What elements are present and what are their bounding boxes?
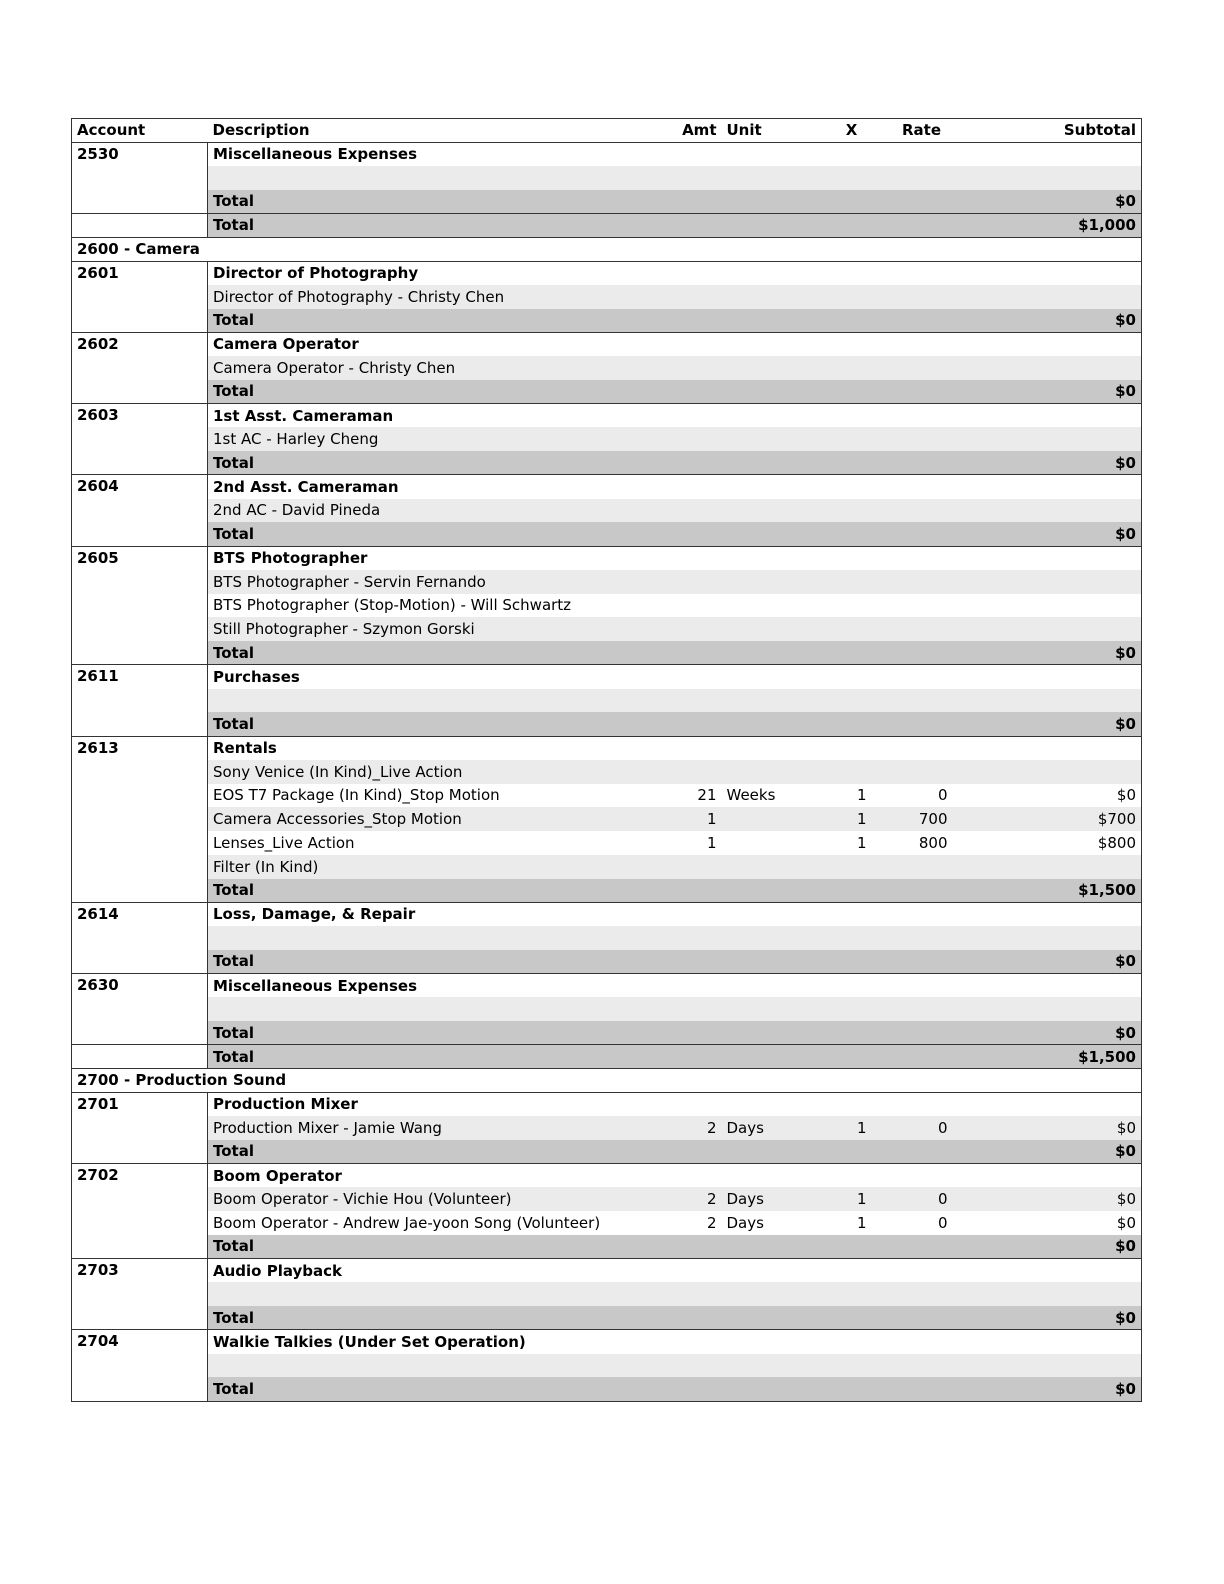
section-label: 2600 - Camera <box>72 237 1142 261</box>
account-title-row <box>72 261 1142 285</box>
line-description: 2nd AC - David Pineda <box>208 499 674 523</box>
account-title: Loss, Damage, & Repair <box>208 902 972 926</box>
line-subtotal <box>972 166 1142 190</box>
section-label: 2700 - Production Sound <box>72 1069 1142 1093</box>
budget-body <box>72 142 1142 1401</box>
account-number: 2602 <box>72 332 208 403</box>
account-title: 1st Asst. Cameraman <box>208 404 972 428</box>
section-header-row <box>72 1069 1142 1093</box>
account-title-row <box>72 332 1142 356</box>
account-total-value: $0 <box>972 1377 1142 1401</box>
line-unit <box>722 617 832 641</box>
account-title: Purchases <box>208 665 972 689</box>
line-amt <box>674 356 722 380</box>
header-row <box>72 119 1142 143</box>
line-subtotal: $0 <box>972 784 1142 808</box>
account-title-blank <box>972 902 1142 926</box>
account-title-blank <box>972 1330 1142 1354</box>
account-total-value: $0 <box>972 380 1142 404</box>
account-title: Walkie Talkies (Under Set Operation) <box>208 1330 972 1354</box>
line-subtotal <box>972 570 1142 594</box>
line-item-row <box>72 926 1142 950</box>
line-rate <box>872 427 972 451</box>
line-unit <box>722 285 832 309</box>
account-number: 2702 <box>72 1164 208 1259</box>
line-description: Boom Operator - Vichie Hou (Volunteer) <box>208 1187 674 1211</box>
line-description <box>208 997 674 1021</box>
line-unit: Days <box>722 1116 832 1140</box>
account-number: 2613 <box>72 736 208 902</box>
account-title-row <box>72 142 1142 166</box>
col-header-rate: Rate <box>872 119 972 143</box>
account-total-label: Total <box>208 451 972 475</box>
line-item-row <box>72 855 1142 879</box>
line-unit <box>722 594 832 618</box>
account-total-row <box>72 1235 1142 1259</box>
account-number: 2604 <box>72 475 208 546</box>
line-amt <box>674 760 722 784</box>
account-number: 2704 <box>72 1330 208 1401</box>
line-x: 1 <box>832 784 872 808</box>
line-description <box>208 689 674 713</box>
line-amt <box>674 166 722 190</box>
account-title-blank <box>972 546 1142 570</box>
line-amt <box>674 285 722 309</box>
line-amt <box>674 594 722 618</box>
account-total-label: Total <box>208 1306 972 1330</box>
account-title-blank <box>972 1092 1142 1116</box>
line-amt <box>674 997 722 1021</box>
line-unit <box>722 427 832 451</box>
account-total-row <box>72 522 1142 546</box>
account-title-blank <box>972 261 1142 285</box>
account-title-row <box>72 665 1142 689</box>
section-total-value: $1,500 <box>972 1045 1142 1069</box>
account-title-row <box>72 1259 1142 1283</box>
line-description: Still Photographer - Szymon Gorski <box>208 617 674 641</box>
account-total-label: Total <box>208 641 972 665</box>
line-unit: Weeks <box>722 784 832 808</box>
line-x: 1 <box>832 831 872 855</box>
line-x <box>832 594 872 618</box>
line-item-row <box>72 499 1142 523</box>
account-title-blank <box>972 1259 1142 1283</box>
account-total-value: $0 <box>972 451 1142 475</box>
line-subtotal <box>972 285 1142 309</box>
line-unit <box>722 1282 832 1306</box>
account-title-blank <box>972 974 1142 998</box>
line-subtotal <box>972 1354 1142 1378</box>
line-item-row <box>72 356 1142 380</box>
line-item-row <box>72 784 1142 808</box>
line-rate <box>872 617 972 641</box>
account-total-label: Total <box>208 522 972 546</box>
line-amt <box>674 570 722 594</box>
account-total-value: $0 <box>972 712 1142 736</box>
line-unit <box>722 356 832 380</box>
line-x <box>832 689 872 713</box>
line-amt <box>674 499 722 523</box>
col-header-x: X <box>832 119 872 143</box>
account-total-row <box>72 1377 1142 1401</box>
account-total-label: Total <box>208 950 972 974</box>
account-title-row <box>72 475 1142 499</box>
account-total-row <box>72 1140 1142 1164</box>
line-amt <box>674 1282 722 1306</box>
line-unit <box>722 166 832 190</box>
line-unit <box>722 831 832 855</box>
line-rate: 0 <box>872 784 972 808</box>
account-title: Rentals <box>208 736 972 760</box>
line-subtotal: $700 <box>972 807 1142 831</box>
line-x <box>832 997 872 1021</box>
line-subtotal: $800 <box>972 831 1142 855</box>
account-total-value: $0 <box>972 641 1142 665</box>
line-item-row <box>72 831 1142 855</box>
line-description: Boom Operator - Andrew Jae-yoon Song (Volunteer) <box>208 1211 674 1235</box>
account-number: 2605 <box>72 546 208 665</box>
line-rate: 0 <box>872 1187 972 1211</box>
line-unit <box>722 499 832 523</box>
account-title: BTS Photographer <box>208 546 972 570</box>
line-item-row <box>72 166 1142 190</box>
account-title-row <box>72 1330 1142 1354</box>
account-number: 2530 <box>72 142 208 213</box>
account-number: 2701 <box>72 1092 208 1163</box>
line-item-row <box>72 1282 1142 1306</box>
account-number: 2614 <box>72 902 208 973</box>
account-total-value: $0 <box>972 190 1142 214</box>
line-item-row <box>72 807 1142 831</box>
line-unit <box>722 570 832 594</box>
line-description <box>208 166 674 190</box>
line-x <box>832 285 872 309</box>
line-unit <box>722 807 832 831</box>
account-title-blank <box>972 475 1142 499</box>
line-rate <box>872 594 972 618</box>
line-subtotal: $0 <box>972 1116 1142 1140</box>
line-subtotal <box>972 855 1142 879</box>
account-total-label: Total <box>208 1377 972 1401</box>
line-rate <box>872 570 972 594</box>
line-item-row <box>72 689 1142 713</box>
line-x <box>832 427 872 451</box>
line-x: 1 <box>832 807 872 831</box>
account-title: Production Mixer <box>208 1092 972 1116</box>
line-rate <box>872 926 972 950</box>
line-x <box>832 1354 872 1378</box>
account-total-label: Total <box>208 879 972 903</box>
line-rate <box>872 499 972 523</box>
line-unit <box>722 1354 832 1378</box>
account-title-blank <box>972 142 1142 166</box>
line-amt <box>674 617 722 641</box>
line-item-row <box>72 617 1142 641</box>
line-description: Sony Venice (In Kind)_Live Action <box>208 760 674 784</box>
line-x <box>832 166 872 190</box>
account-number: 2601 <box>72 261 208 332</box>
account-title: 2nd Asst. Cameraman <box>208 475 972 499</box>
account-title-blank <box>972 404 1142 428</box>
account-total-label: Total <box>208 309 972 333</box>
line-subtotal <box>972 427 1142 451</box>
line-rate <box>872 1282 972 1306</box>
line-description: 1st AC - Harley Cheng <box>208 427 674 451</box>
account-title-row <box>72 902 1142 926</box>
account-title: Camera Operator <box>208 332 972 356</box>
account-total-row <box>72 190 1142 214</box>
account-total-label: Total <box>208 712 972 736</box>
line-subtotal <box>972 760 1142 784</box>
line-amt: 1 <box>674 807 722 831</box>
line-amt: 1 <box>674 831 722 855</box>
account-total-row <box>72 641 1142 665</box>
line-item-row <box>72 285 1142 309</box>
line-rate: 0 <box>872 1116 972 1140</box>
line-x: 1 <box>832 1211 872 1235</box>
line-item-row <box>72 594 1142 618</box>
account-total-value: $0 <box>972 1140 1142 1164</box>
account-title: Audio Playback <box>208 1259 972 1283</box>
line-rate <box>872 356 972 380</box>
line-item-row <box>72 760 1142 784</box>
line-subtotal <box>972 997 1142 1021</box>
line-unit: Days <box>722 1211 832 1235</box>
line-item-row <box>72 570 1142 594</box>
account-cell-blank <box>72 1045 208 1069</box>
line-description: Camera Accessories_Stop Motion <box>208 807 674 831</box>
line-x <box>832 926 872 950</box>
account-total-label: Total <box>208 1021 972 1045</box>
line-description <box>208 1282 674 1306</box>
line-amt: 2 <box>674 1116 722 1140</box>
col-header-unit: Unit <box>722 119 832 143</box>
account-title-row <box>72 974 1142 998</box>
account-total-row <box>72 879 1142 903</box>
line-x <box>832 570 872 594</box>
line-unit <box>722 760 832 784</box>
account-total-value: $0 <box>972 522 1142 546</box>
account-title-blank <box>972 1164 1142 1188</box>
line-item-row <box>72 1187 1142 1211</box>
line-description: Production Mixer - Jamie Wang <box>208 1116 674 1140</box>
account-total-value: $0 <box>972 950 1142 974</box>
account-title-row <box>72 546 1142 570</box>
account-title-row <box>72 736 1142 760</box>
account-title: Director of Photography <box>208 261 972 285</box>
section-total-value: $1,000 <box>972 214 1142 238</box>
line-description: Lenses_Live Action <box>208 831 674 855</box>
line-subtotal <box>972 499 1142 523</box>
line-rate <box>872 689 972 713</box>
account-total-label: Total <box>208 1140 972 1164</box>
section-total-row <box>72 1045 1142 1069</box>
line-item-row <box>72 427 1142 451</box>
account-number: 2603 <box>72 404 208 475</box>
line-rate: 0 <box>872 1211 972 1235</box>
line-description: BTS Photographer (Stop-Motion) - Will Schwartz <box>208 594 674 618</box>
account-total-value: $1,500 <box>972 879 1142 903</box>
line-x: 1 <box>832 1116 872 1140</box>
line-unit <box>722 689 832 713</box>
account-number: 2611 <box>72 665 208 736</box>
line-amt: 21 <box>674 784 722 808</box>
account-total-label: Total <box>208 380 972 404</box>
line-subtotal <box>972 926 1142 950</box>
line-description: Filter (In Kind) <box>208 855 674 879</box>
line-description: Director of Photography - Christy Chen <box>208 285 674 309</box>
line-amt: 2 <box>674 1211 722 1235</box>
line-x <box>832 356 872 380</box>
account-title-row <box>72 1164 1142 1188</box>
line-x <box>832 617 872 641</box>
account-total-value: $0 <box>972 1306 1142 1330</box>
line-rate <box>872 1354 972 1378</box>
account-title-blank <box>972 665 1142 689</box>
line-subtotal: $0 <box>972 1187 1142 1211</box>
section-header-row <box>72 237 1142 261</box>
account-title-row <box>72 404 1142 428</box>
line-subtotal <box>972 594 1142 618</box>
line-amt <box>674 689 722 713</box>
account-total-row <box>72 1021 1142 1045</box>
line-rate <box>872 285 972 309</box>
line-item-row <box>72 1116 1142 1140</box>
account-title: Boom Operator <box>208 1164 972 1188</box>
line-description <box>208 926 674 950</box>
account-total-value: $0 <box>972 309 1142 333</box>
line-subtotal <box>972 356 1142 380</box>
col-header-account: Account <box>72 119 208 143</box>
line-amt <box>674 855 722 879</box>
line-subtotal <box>972 1282 1142 1306</box>
line-subtotal <box>972 617 1142 641</box>
line-x <box>832 499 872 523</box>
line-description: EOS T7 Package (In Kind)_Stop Motion <box>208 784 674 808</box>
line-x <box>832 1282 872 1306</box>
account-total-row <box>72 1306 1142 1330</box>
account-title-blank <box>972 736 1142 760</box>
line-amt: 2 <box>674 1187 722 1211</box>
line-rate <box>872 997 972 1021</box>
line-unit <box>722 855 832 879</box>
line-amt <box>674 926 722 950</box>
line-rate: 800 <box>872 831 972 855</box>
line-item-row <box>72 1211 1142 1235</box>
account-total-row <box>72 451 1142 475</box>
account-total-label: Total <box>208 1235 972 1259</box>
line-subtotal <box>972 689 1142 713</box>
section-total-label: Total <box>208 214 972 238</box>
account-number: 2630 <box>72 974 208 1045</box>
line-x <box>832 855 872 879</box>
line-unit <box>722 997 832 1021</box>
line-rate <box>872 166 972 190</box>
line-subtotal: $0 <box>972 1211 1142 1235</box>
line-unit: Days <box>722 1187 832 1211</box>
account-total-label: Total <box>208 190 972 214</box>
account-cell-blank <box>72 214 208 238</box>
budget-table <box>71 118 1142 1402</box>
account-total-row <box>72 950 1142 974</box>
account-title-blank <box>972 332 1142 356</box>
line-amt <box>674 427 722 451</box>
col-header-amt: Amt <box>674 119 722 143</box>
section-total-row <box>72 214 1142 238</box>
line-unit <box>722 926 832 950</box>
line-description: Camera Operator - Christy Chen <box>208 356 674 380</box>
line-rate <box>872 760 972 784</box>
col-header-description: Description <box>208 119 674 143</box>
account-total-row <box>72 309 1142 333</box>
account-title: Miscellaneous Expenses <box>208 974 972 998</box>
line-rate: 700 <box>872 807 972 831</box>
col-header-subtotal: Subtotal <box>972 119 1142 143</box>
account-title: Miscellaneous Expenses <box>208 142 972 166</box>
line-rate <box>872 855 972 879</box>
line-x <box>832 760 872 784</box>
account-total-row <box>72 380 1142 404</box>
account-number: 2703 <box>72 1259 208 1330</box>
account-total-row <box>72 712 1142 736</box>
line-description: BTS Photographer - Servin Fernando <box>208 570 674 594</box>
budget-sheet <box>71 118 1141 1402</box>
section-total-label: Total <box>208 1045 972 1069</box>
line-description <box>208 1354 674 1378</box>
line-item-row <box>72 997 1142 1021</box>
account-total-value: $0 <box>972 1021 1142 1045</box>
line-amt <box>674 1354 722 1378</box>
line-x: 1 <box>832 1187 872 1211</box>
account-total-value: $0 <box>972 1235 1142 1259</box>
line-item-row <box>72 1354 1142 1378</box>
account-title-row <box>72 1092 1142 1116</box>
